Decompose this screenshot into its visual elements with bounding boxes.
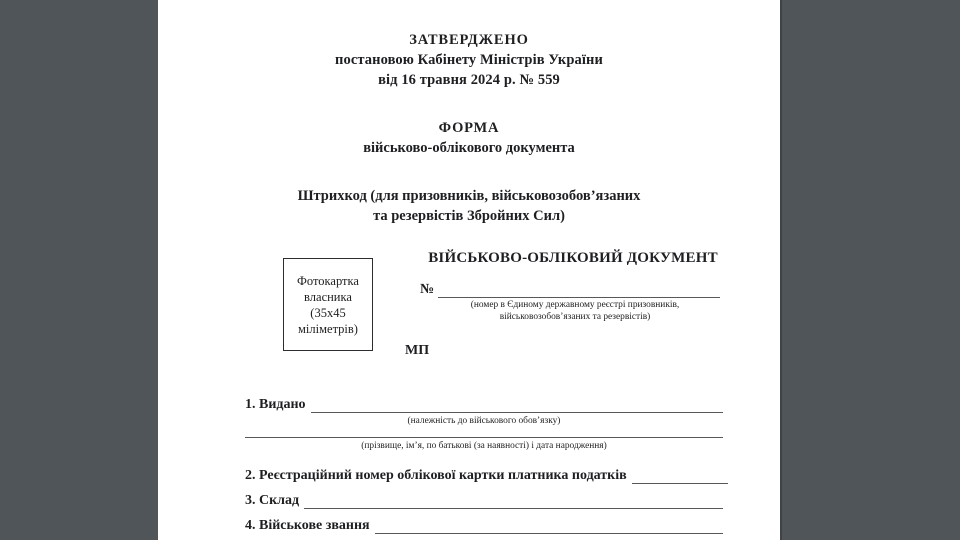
photo-box-line-3: (35x45: [310, 305, 346, 320]
field-input-tax-number[interactable]: [632, 469, 728, 484]
photo-box-line-2: власника: [304, 289, 352, 304]
form-title-line-2: військово-облікового документа: [363, 140, 575, 156]
field-row-tax-number: [245, 467, 723, 484]
field-input-fio[interactable]: [245, 437, 723, 438]
field-input-rank[interactable]: [375, 519, 723, 534]
registry-number-input[interactable]: [438, 283, 720, 298]
registry-number-caption-line-2: військовозобов’язаних та резервістів): [499, 312, 651, 322]
field-caption-vydano: (належність до військового обов’язку): [407, 416, 561, 426]
field-row-vydano: [245, 396, 723, 413]
field-row-sklad: [245, 492, 723, 509]
field-input-sklad[interactable]: [304, 494, 723, 509]
photo-box-line-1: Фотокартка: [297, 273, 359, 288]
field-input-vydano[interactable]: [311, 398, 723, 413]
barcode-note-block: [158, 186, 780, 226]
barcode-note-line-1: Штрихкод (для призовників, військовозобов’язаних: [297, 188, 641, 204]
approval-line-2: постановою Кабінету Міністрів України: [335, 52, 603, 68]
photo-placeholder-box: [283, 258, 373, 351]
registry-number-row: [420, 282, 720, 298]
form-title-line-1: ФОРМА: [438, 120, 500, 136]
registry-number-label: №: [420, 282, 435, 297]
field-label-sklad: 3. Склад: [245, 493, 300, 508]
barcode-note-line-2: та резервістів Збройних Сил): [373, 208, 565, 224]
form-title-block: [158, 118, 780, 158]
approval-line-1: ЗАТВЕРДЖЕНО: [409, 32, 529, 48]
field-label-vydano: 1. Видано: [245, 397, 306, 412]
registry-number-caption-line-1: (номер в Єдиному державному реєстрі призовників,: [470, 300, 680, 310]
field-label-tax-number: 2. Реєстраційний номер облікової картки платника податків: [245, 468, 627, 483]
photo-box-line-4: міліметрів): [298, 321, 358, 336]
approval-block: [158, 30, 780, 90]
field-row-rank: [245, 517, 723, 534]
field-label-rank: 4. Військове звання: [245, 518, 370, 533]
registry-number-caption: [430, 299, 720, 323]
approval-line-3: від 16 травня 2024 р. № 559: [378, 72, 560, 88]
stamp-mark: МП: [405, 343, 430, 358]
document-page: [158, 0, 782, 540]
page-title: ВІЙСЬКОВО-ОБЛІКОВИЙ ДОКУМЕНТ: [428, 250, 718, 266]
field-caption-fio: (прізвище, ім’я, по батькові (за наявності) і дата народження): [361, 441, 607, 451]
